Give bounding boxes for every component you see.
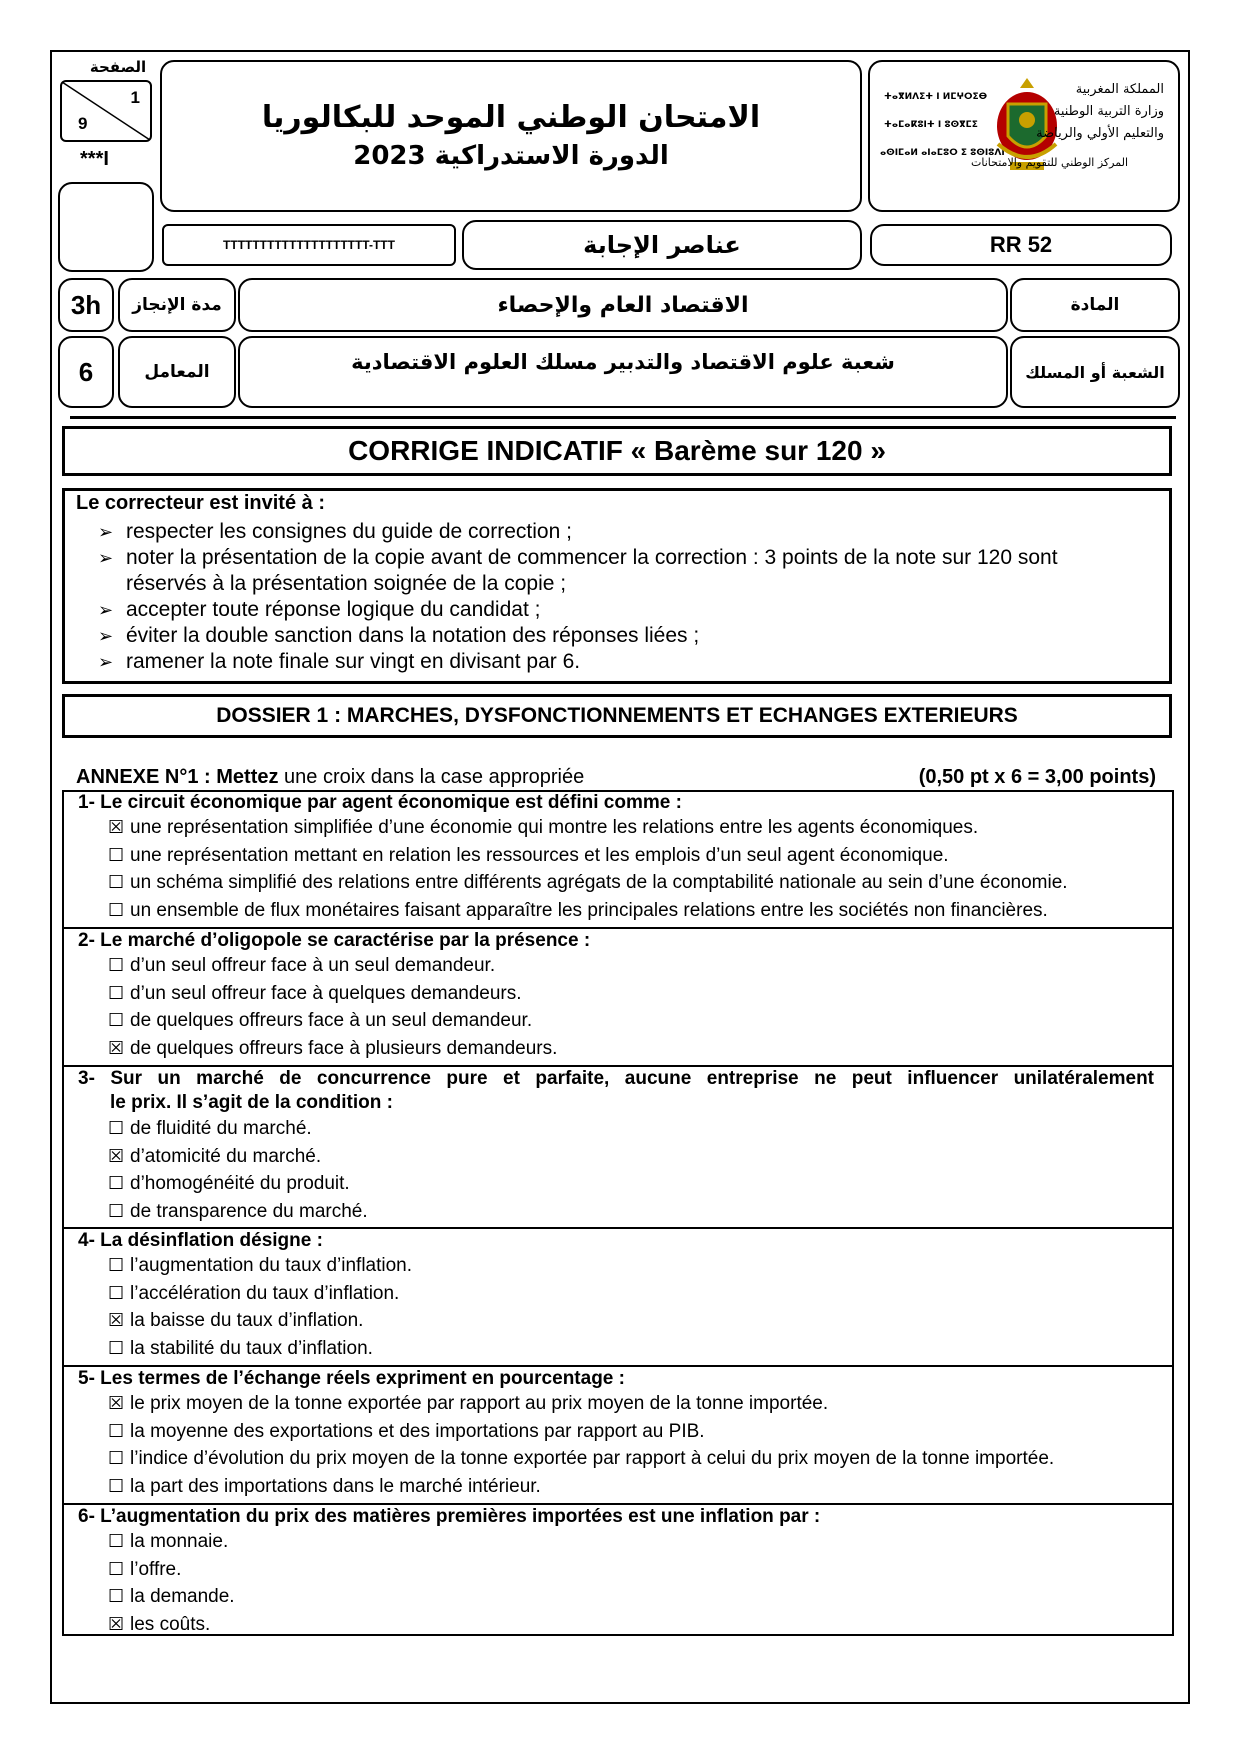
checked-box-icon: ☒ — [108, 817, 125, 838]
checked-box-icon: ☒ — [108, 1310, 125, 1331]
answer-option-text: la stabilité du taux d’inflation. — [130, 1337, 373, 1359]
instruction-item: ➢ ramener la note finale sur vingt en divisant par 6. — [98, 650, 581, 673]
answer-option-text: de quelques offreurs face à plusieurs demandeurs. — [130, 1037, 558, 1059]
corrige-title-box — [62, 426, 1172, 476]
bullet-arrow-icon: ➢ — [98, 652, 114, 673]
duration-label-box — [118, 278, 236, 332]
answer-option — [108, 1255, 412, 1277]
answer-option-text: les coûts. — [130, 1613, 211, 1635]
answer-option-text: de quelques offreurs face à un seul demandeur. — [130, 1010, 533, 1031]
exam-title-box — [160, 60, 862, 212]
answer-option — [108, 1201, 368, 1223]
subject-box — [238, 278, 1008, 332]
ministry-ar-4: المركز الوطني للتقويم والامتحانات — [971, 156, 1128, 169]
answer-option — [108, 1448, 1054, 1470]
question-text-continued: le prix. Il s’agit de la condition : — [110, 1092, 393, 1113]
checked-box-icon: ☒ — [108, 1037, 125, 1059]
answer-option-text: un schéma simplifié des relations entre différents agrégats de la comptabilité nationale au sein d’une économie. — [130, 872, 1068, 893]
question-text: 5- Les termes de l’échange réels expriment en pourcentage : — [78, 1368, 625, 1389]
question-text: 1- Le circuit économique par agent économique est défini comme : — [78, 792, 682, 813]
coef-label-box — [118, 336, 236, 408]
unchecked-box-icon: ☐ — [108, 1531, 125, 1552]
exam-title: الامتحان الوطني الموحد للبكالوريا — [261, 100, 761, 135]
annexe-text: une croix dans la case appropriée — [278, 766, 585, 788]
annexe-instruction — [76, 766, 584, 789]
answer-option — [108, 1586, 235, 1608]
branch-label: الشعبة أو المسلك — [1025, 362, 1165, 382]
question-text: 4- La désinflation désigne : — [78, 1230, 323, 1251]
subject-label: المادة — [1070, 295, 1120, 315]
answer-option-text: l’indice d’évolution du prix moyen de la tonne exportée par rapport à celui du prix moyen de la tonne importée. — [130, 1448, 1055, 1469]
dossier-title: DOSSIER 1 : MARCHES, DYSFONCTIONNEMENTS ET ECHANGES EXTERIEURS — [216, 704, 1018, 727]
answer-option-text: la baisse du taux d’inflation. — [130, 1310, 364, 1331]
branch-label-box — [1010, 336, 1180, 408]
exam-code-box — [870, 224, 1172, 266]
question-divider — [62, 1227, 1174, 1229]
answer-option-text: une représentation mettant en relation les ressources et les emplois d’un seul agent économique. — [130, 844, 949, 866]
stars-mark: ***I — [80, 148, 109, 170]
duration-value: 3h — [70, 289, 102, 320]
answer-option — [108, 1010, 532, 1032]
unchecked-box-icon: ☐ — [108, 1448, 125, 1469]
checked-box-icon: ☒ — [108, 1393, 125, 1414]
unchecked-box-icon: ☐ — [108, 1282, 125, 1304]
ministry-tifinagh-3: ⴰⵙⵏⵎⴰⵍ ⴰⵏⴰⵎⵓⵔ ⵉ ⵓⵙⵏⵓⴷⵏ — [880, 148, 1005, 158]
instruction-item: ➢ éviter la double sanction dans la notation des réponses liées ; — [98, 624, 700, 647]
unchecked-box-icon: ☐ — [108, 1173, 125, 1194]
unchecked-box-icon: ☐ — [108, 1118, 125, 1139]
answer-option-text: de transparence du marché. — [130, 1200, 368, 1222]
answer-option — [108, 1614, 210, 1636]
unchecked-box-icon: ☐ — [108, 844, 125, 866]
answer-option-text: la monnaie. — [130, 1531, 229, 1552]
answer-option-text: une représentation simplifiée d’une économie qui montre les relations entre les agents économiques. — [130, 817, 979, 838]
answer-option-text: de fluidité du marché. — [130, 1118, 312, 1139]
answer-option-text: l’offre. — [130, 1558, 182, 1580]
answer-option — [108, 1531, 228, 1553]
unchecked-box-icon: ☐ — [108, 1475, 125, 1497]
page-total: 9 — [78, 114, 88, 133]
answer-option-text: d’un seul offreur face à un seul demandeur. — [130, 955, 496, 976]
answer-option — [108, 1338, 373, 1360]
question-divider — [62, 1365, 1174, 1367]
stamp-box — [58, 182, 154, 272]
answer-option — [108, 1118, 312, 1140]
unchecked-box-icon: ☐ — [108, 982, 125, 1004]
ministry-ar-2: وزارة التربية الوطنية — [1053, 104, 1164, 119]
answer-option — [108, 900, 1048, 922]
answer-option-text: d’un seul offreur face à quelques demandeurs. — [130, 982, 522, 1004]
answer-option-text: l’accélération du taux d’inflation. — [130, 1282, 400, 1304]
unchecked-box-icon: ☐ — [108, 872, 125, 893]
answer-option — [108, 1393, 828, 1415]
page-counter-box — [60, 80, 152, 142]
branch-value: شعبة علوم الاقتصاد والتدبير مسلك العلوم الاقتصادية — [351, 350, 895, 374]
bullet-arrow-icon: ➢ — [98, 548, 114, 569]
unchecked-box-icon: ☐ — [108, 899, 125, 921]
unchecked-box-icon: ☐ — [108, 1337, 125, 1359]
answer-option-text: l’augmentation du taux d’inflation. — [130, 1255, 413, 1276]
coef-value: 6 — [78, 356, 94, 387]
instruction-item: ➢ accepter toute réponse logique du candidat ; — [98, 598, 541, 621]
corrige-title: CORRIGE INDICATIF « Barème sur 120 » — [348, 435, 886, 466]
answer-option — [108, 872, 1068, 894]
subject-value: الاقتصاد العام والإحصاء — [497, 292, 749, 318]
bullet-arrow-icon: ➢ — [98, 522, 114, 543]
code-strip: TTTTTTTTTTTTTTTTTTTT-TTT — [162, 224, 456, 266]
checked-box-icon: ☒ — [108, 1613, 125, 1635]
answer-option-text: un ensemble de flux monétaires faisant apparaître les principales relations entre les sociétés non financières. — [130, 899, 1048, 921]
instruction-item-continued: réservés à la présentation soignée de la copie ; — [126, 572, 567, 595]
bullet-arrow-icon: ➢ — [98, 626, 114, 647]
duration-box — [58, 278, 114, 332]
exam-code: RR 52 — [989, 232, 1053, 257]
answer-option — [108, 1283, 399, 1305]
branch-box — [238, 336, 1008, 408]
answer-option — [108, 1038, 557, 1060]
annexe-label: ANNEXE N°1 : Mettez — [76, 766, 279, 788]
unchecked-box-icon: ☐ — [108, 1586, 125, 1607]
checked-box-icon: ☒ — [108, 1145, 125, 1167]
question-divider — [62, 1065, 1174, 1067]
answer-option-text: la part des importations dans le marché intérieur. — [130, 1475, 541, 1497]
exam-session: الدورة الاستدراكية 2023 — [353, 141, 669, 171]
question-divider — [62, 1503, 1174, 1505]
unchecked-box-icon: ☐ — [108, 1200, 125, 1222]
ministry-box — [868, 60, 1180, 212]
instruction-item: ➢ noter la présentation de la copie avant de commencer la correction : 3 points de la note sur 120 sont — [98, 546, 1058, 569]
dossier-title-box — [62, 694, 1172, 738]
unchecked-box-icon: ☐ — [108, 1420, 125, 1442]
page-number: 1 — [130, 88, 140, 107]
answer-option — [108, 1421, 705, 1443]
answer-option — [108, 1146, 321, 1168]
unchecked-box-icon: ☐ — [108, 955, 125, 976]
answers-label-box — [462, 220, 862, 270]
bullet-arrow-icon: ➢ — [98, 600, 114, 621]
answer-option-text: d’homogénéité du produit. — [130, 1173, 350, 1194]
instructions-title: Le correcteur est invité à : — [76, 492, 325, 514]
ministry-tifinagh-1: ⵜⴰⴳⵍⴷⵉⵜ ⵏ ⵍⵎⵖⵔⵉⴱ — [884, 92, 988, 102]
answer-option — [108, 1476, 541, 1498]
answers-label: عناصر الإجابة — [583, 231, 741, 259]
question-divider — [62, 927, 1174, 929]
header-divider — [70, 416, 1176, 419]
answer-option — [108, 1173, 350, 1195]
annexe-points: (0,50 pt x 6 = 3,00 points) — [918, 766, 1156, 788]
answer-option — [108, 1310, 363, 1332]
question-text: 2- Le marché d’oligopole se caractérise par la présence : — [78, 930, 591, 951]
unchecked-box-icon: ☐ — [108, 1255, 125, 1276]
ministry-ar-3: والتعليم الأولي والرياضة — [1036, 126, 1164, 141]
answer-option — [108, 1559, 181, 1581]
answer-option-text: d’atomicité du marché. — [130, 1145, 322, 1167]
answer-option — [108, 955, 495, 977]
page-label: الصفحة — [89, 58, 147, 76]
subject-label-box — [1010, 278, 1180, 332]
unchecked-box-icon: ☐ — [108, 1558, 125, 1580]
answer-option-text: la moyenne des exportations et des importations par rapport au PIB. — [130, 1420, 705, 1442]
answer-option-text: le prix moyen de la tonne exportée par rapport au prix moyen de la tonne importée. — [130, 1393, 829, 1414]
coef-label: المعامل — [144, 362, 210, 382]
question-text: 6- L’augmentation du prix des matières premières importées est une inflation par : — [78, 1506, 821, 1527]
coef-box — [58, 336, 114, 408]
answer-option — [108, 983, 522, 1005]
instruction-item: ➢ respecter les consignes du guide de correction ; — [98, 520, 572, 543]
duration-label: مدة الإنجاز — [132, 295, 222, 315]
answer-option — [108, 845, 949, 867]
unchecked-box-icon: ☐ — [108, 1010, 125, 1031]
question-text: 3- Sur un marché de concurrence pure et parfaite, aucune entreprise ne peut influencer unilatéralement — [78, 1068, 1154, 1089]
answer-option-text: la demande. — [130, 1586, 235, 1607]
ministry-ar-1: المملكة المغربية — [1075, 82, 1164, 97]
answer-option — [108, 817, 978, 839]
ministry-tifinagh-2: ⵜⴰⵎⴰⴽⵓⵏⵜ ⵏ ⵓⵙⴳⵎⵉ — [884, 120, 978, 130]
